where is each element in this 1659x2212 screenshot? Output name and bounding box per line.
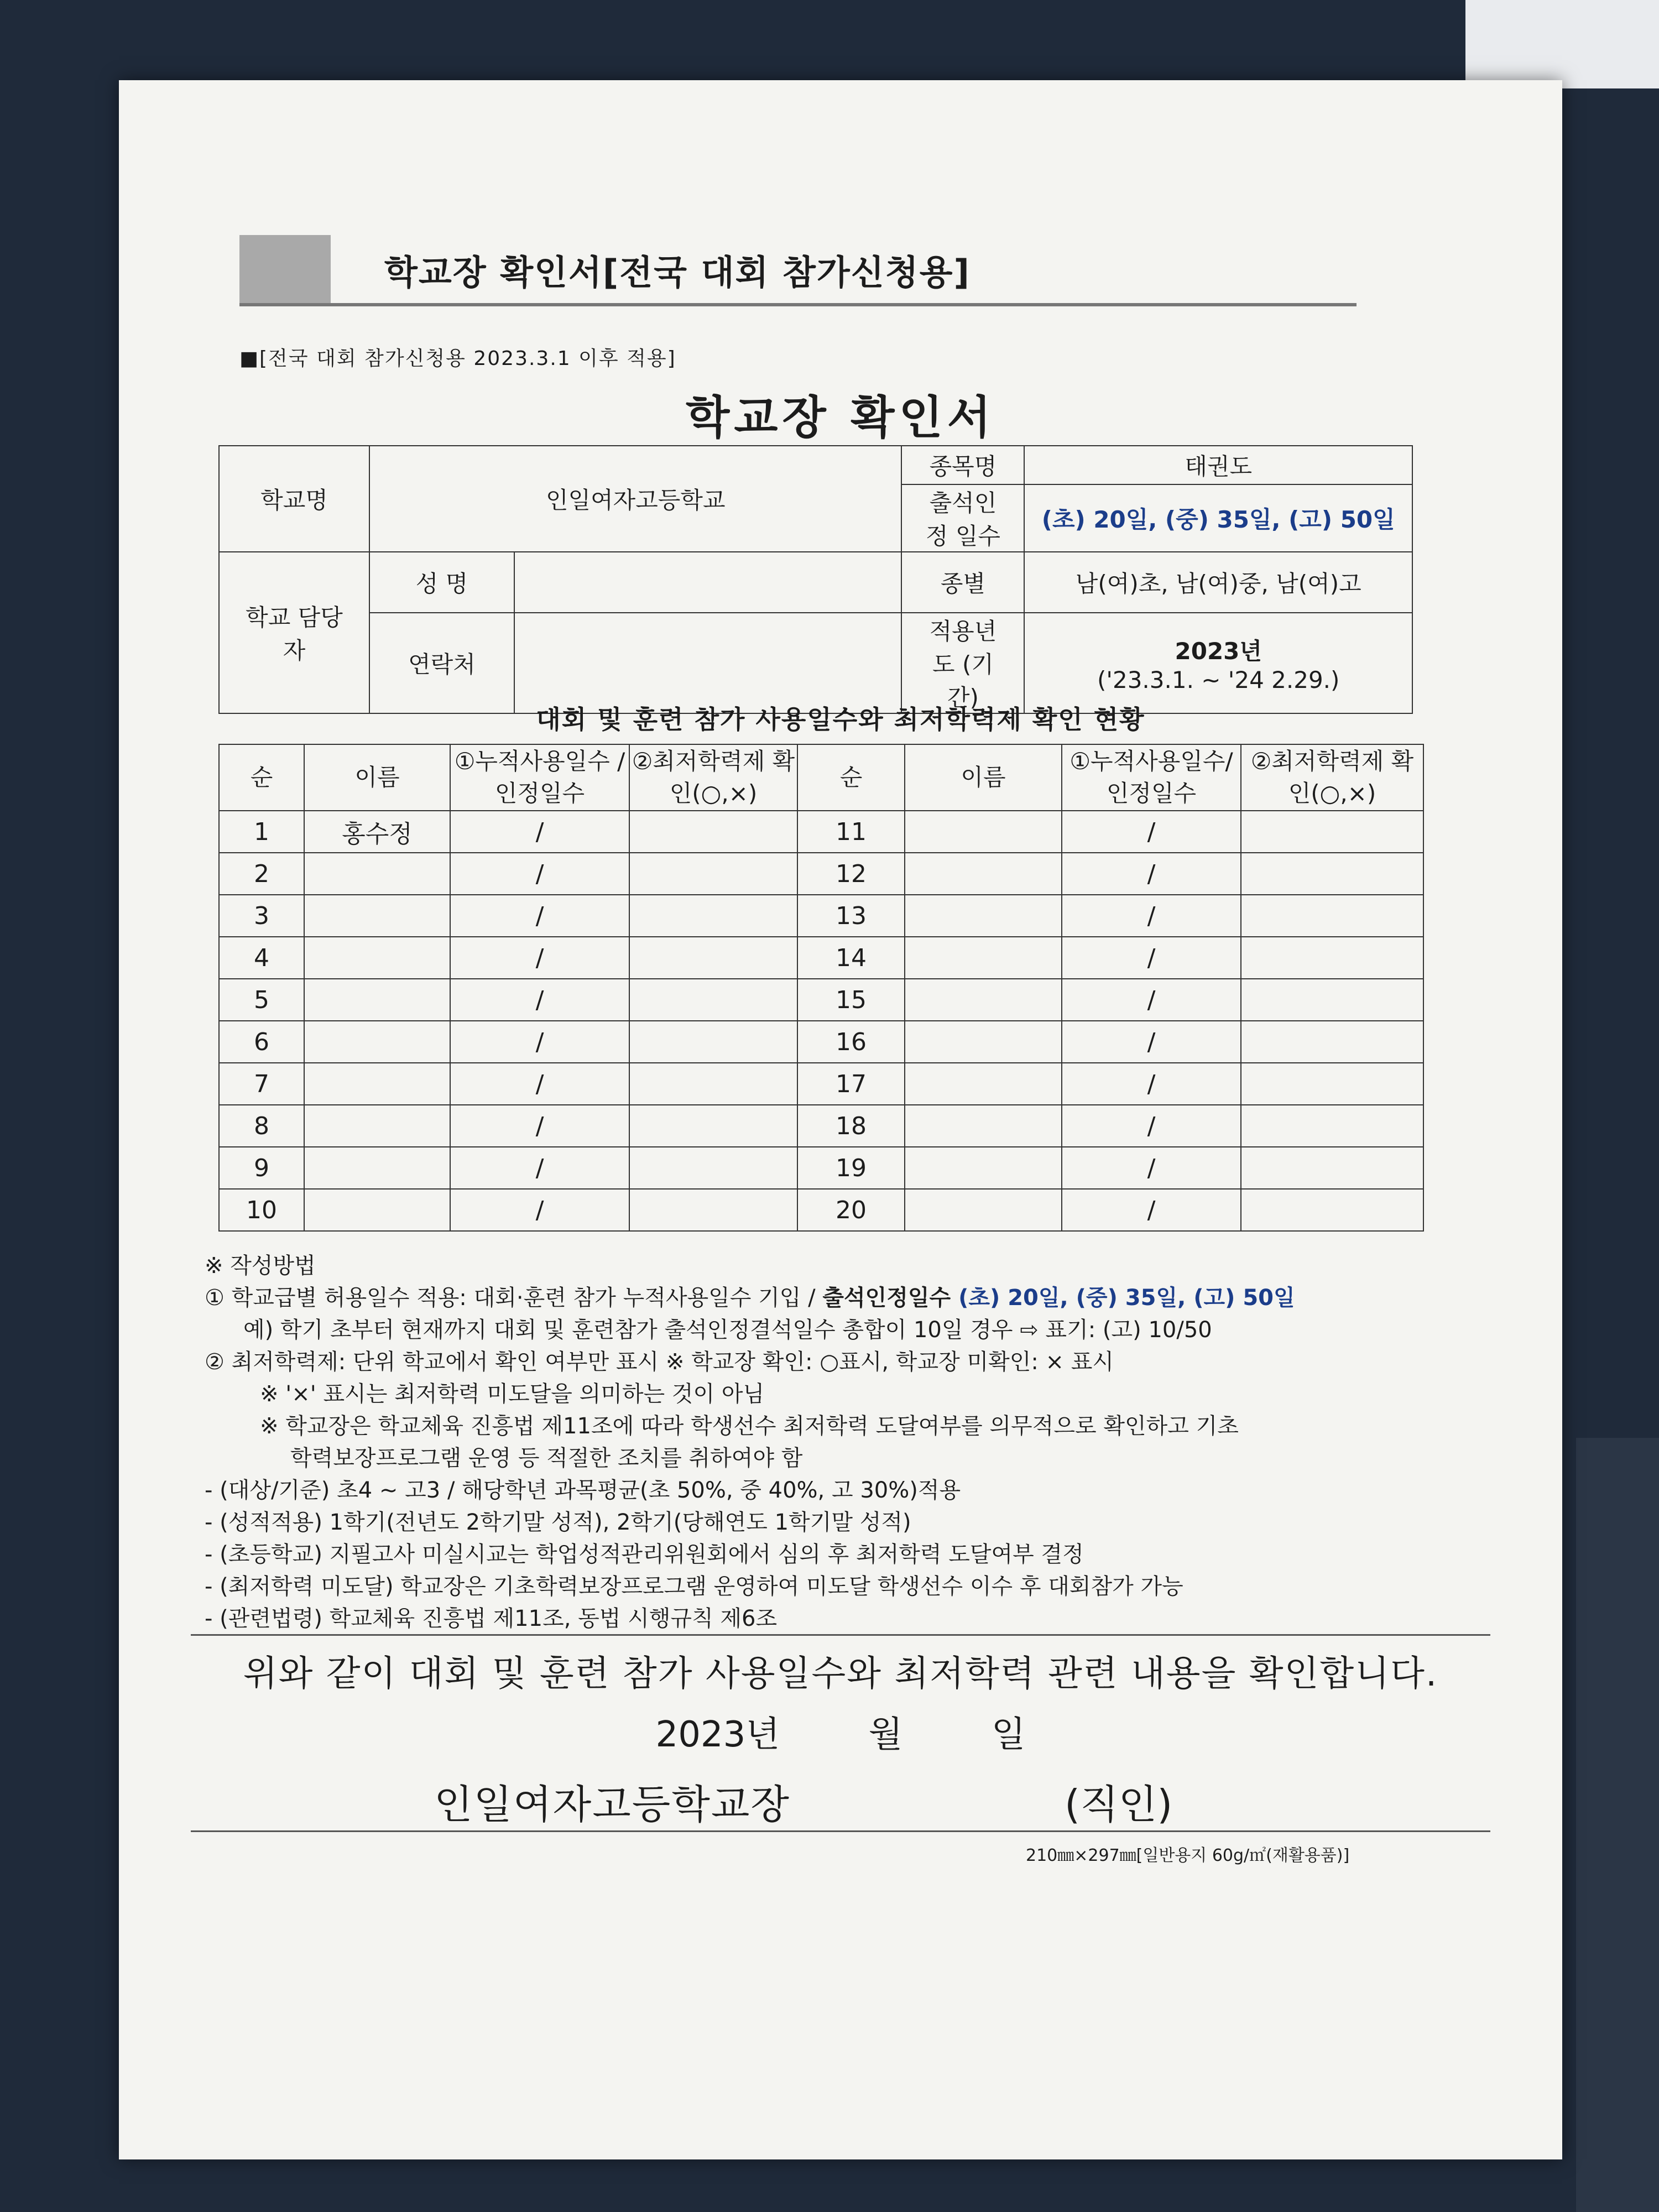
row-num2: 16: [797, 1021, 905, 1063]
detail-5: - (관련법령) 학교체육 진흥법 제11조, 동법 시행규칙 제6조: [205, 1606, 778, 1631]
row-days: /: [450, 811, 629, 853]
row-min: [629, 1147, 797, 1189]
row-name: [304, 895, 450, 937]
name-label: 성 명: [369, 552, 514, 613]
row-min: [629, 1021, 797, 1063]
document-title: 학교장 확인서[전국 대회 참가신청용]: [384, 252, 971, 293]
col-header-days2: ①누적사용일수/ 인정일수: [1062, 744, 1241, 811]
table-row: [219, 811, 1423, 853]
note-1-days: (초) 20일, (중) 35일, (고) 50일: [958, 1285, 1295, 1311]
year-cell: [1024, 613, 1412, 713]
note-2-principal: ※ 학교장은 학교체육 진흥법 제11조에 따라 학생선수 최저학력 도달여부를 의무적으로 확인하고 기초: [260, 1413, 1239, 1439]
official-seal: (직인): [1065, 1781, 1173, 1828]
row-min2: [1241, 1147, 1423, 1189]
row-name2: [905, 811, 1062, 853]
contact-label: 연락처: [369, 613, 514, 713]
row-num: 5: [219, 979, 304, 1021]
row-days: /: [450, 1189, 629, 1231]
type-label: 종별: [901, 552, 1024, 613]
row-days2: /: [1062, 1189, 1241, 1231]
roster-table: [218, 744, 1424, 1232]
detail-3: - (초등학교) 지필고사 미실시교는 학업성적관리위원회에서 심의 후 최저학력 도달여부 결정: [205, 1542, 1084, 1567]
table-row: [219, 1021, 1423, 1063]
note-1-example: 예) 학기 초부터 현재까지 대회 및 훈련참가 출석인정결석일수 총합이 10일 경우 ⇨ 표기: (고) 10/50: [243, 1317, 1212, 1343]
row-num: 1: [219, 811, 304, 853]
roster-title: 대회 및 훈련 참가 사용일수와 최저학력제 확인 현황: [536, 705, 1145, 734]
document-header: [239, 235, 1357, 304]
table-row: [219, 979, 1423, 1021]
school-name-label: 학교명: [219, 446, 369, 552]
detail-1: - (대상/기준) 초4 ~ 고3 / 해당학년 과목평균(초 50%, 중 40%, 고 30%)적용: [205, 1478, 961, 1503]
row-days2: /: [1062, 853, 1241, 895]
note-2-principal-cont: 학력보장프로그램 운영 등 적절한 조치를 취하여야 함: [290, 1446, 803, 1471]
row-num: 4: [219, 937, 304, 979]
row-name2: [905, 1105, 1062, 1147]
row-num: 8: [219, 1105, 304, 1147]
date-line: [119, 1706, 1562, 1757]
row-days2: /: [1062, 811, 1241, 853]
row-days2: /: [1062, 979, 1241, 1021]
row-min: [629, 979, 797, 1021]
row-min2: [1241, 937, 1423, 979]
row-num2: 18: [797, 1105, 905, 1147]
table-row: [219, 1105, 1423, 1147]
row-name2: [905, 1147, 1062, 1189]
date-day: 일: [991, 1714, 1026, 1755]
row-min2: [1241, 1189, 1423, 1231]
row-min2: [1241, 853, 1423, 895]
row-days: /: [450, 1063, 629, 1105]
divider: [239, 303, 1357, 306]
row-min: [629, 1189, 797, 1231]
table-row: [219, 937, 1423, 979]
row-num: 2: [219, 853, 304, 895]
note-2: ② 최저학력제: 단위 학교에서 확인 여부만 표시 ※ 학교장 확인: ○표시, 학교장 미확인: × 표시: [205, 1349, 1114, 1375]
row-num2: 15: [797, 979, 905, 1021]
row-name2: [905, 1021, 1062, 1063]
contact-value: [514, 613, 901, 713]
period-value: ('23.3.1. ~ '24 2.29.): [1097, 666, 1340, 693]
col-header-num2: 순: [797, 744, 905, 811]
date-year: 2023년: [655, 1714, 780, 1755]
col-header-name: 이름: [304, 744, 450, 811]
notes-heading: ※ 작성방법: [205, 1253, 316, 1279]
year-label: 적용년도 (기간): [901, 613, 1024, 713]
row-min2: [1241, 811, 1423, 853]
detail-2: - (성적적용) 1학기(전년도 2학기말 성적), 2학기(당해연도 1학기말 성적): [205, 1510, 911, 1535]
row-name2: [905, 895, 1062, 937]
row-min: [629, 1063, 797, 1105]
table-row: [219, 853, 1423, 895]
row-name2: [905, 853, 1062, 895]
row-min: [629, 811, 797, 853]
header-block: [239, 235, 331, 304]
row-name2: [905, 979, 1062, 1021]
row-days: /: [450, 1021, 629, 1063]
row-days2: /: [1062, 937, 1241, 979]
row-days: /: [450, 895, 629, 937]
row-min: [629, 1105, 797, 1147]
table-row: [219, 1063, 1423, 1105]
row-days: /: [450, 1147, 629, 1189]
row-min2: [1241, 1021, 1423, 1063]
row-days: /: [450, 1105, 629, 1147]
table-row: [219, 1147, 1423, 1189]
row-name: [304, 979, 450, 1021]
col-header-min: ②최저학력제 확인(○,×): [629, 744, 797, 811]
main-title: 학교장 확인서: [686, 392, 995, 444]
date-month: 월: [868, 1714, 903, 1755]
row-days: /: [450, 979, 629, 1021]
row-name2: [905, 1189, 1062, 1231]
row-num2: 12: [797, 853, 905, 895]
row-days: /: [450, 937, 629, 979]
table-row: [219, 1189, 1423, 1231]
note-2-x: ※ '×' 표시는 최저학력 미도달을 의미하는 것이 아님: [260, 1381, 765, 1407]
row-min2: [1241, 1105, 1423, 1147]
sport-label: 종목명: [901, 446, 1024, 484]
row-min: [629, 895, 797, 937]
row-num2: 19: [797, 1147, 905, 1189]
row-num: 6: [219, 1021, 304, 1063]
col-header-num: 순: [219, 744, 304, 811]
row-name: [304, 853, 450, 895]
row-name2: [905, 1063, 1062, 1105]
row-num2: 13: [797, 895, 905, 937]
row-min2: [1241, 979, 1423, 1021]
note-1: ① 학교급별 허용일수 적용: 대회·훈련 참가 누적사용일수 기입 /: [205, 1285, 823, 1311]
row-name: 홍수정: [304, 811, 450, 853]
info-table: [218, 445, 1413, 714]
applied-note: ■[전국 대회 참가신청용 2023.3.1 이후 적용]: [239, 347, 676, 370]
name-value: [514, 552, 901, 613]
attend-value: (초) 20일, (중) 35일, (고) 50일: [1024, 484, 1412, 552]
year-value: 2023년: [1175, 637, 1262, 665]
row-num2: 11: [797, 811, 905, 853]
col-header-min2: ②최저학력제 확인(○,×): [1241, 744, 1423, 811]
confirm-statement: 위와 같이 대회 및 훈련 참가 사용일수와 최저학력 관련 내용을 확인합니다.: [243, 1653, 1438, 1694]
row-name: [304, 937, 450, 979]
instructions: [205, 1250, 1521, 1635]
row-num: 7: [219, 1063, 304, 1105]
row-name: [304, 1021, 450, 1063]
row-days2: /: [1062, 1063, 1241, 1105]
col-header-days: ①누적사용일수 /인정일수: [450, 744, 629, 811]
row-num: 9: [219, 1147, 304, 1189]
background-object: [1465, 0, 1659, 88]
paper-spec: 210㎜×297㎜[일반용지 60g/㎡(재활용품)]: [1026, 1846, 1350, 1865]
row-name: [304, 1189, 450, 1231]
row-num2: 14: [797, 937, 905, 979]
row-name: [304, 1105, 450, 1147]
row-num: 10: [219, 1189, 304, 1231]
note-1-bold: 출석인정일수: [822, 1285, 959, 1311]
row-name: [304, 1147, 450, 1189]
divider: [191, 1830, 1490, 1832]
divider: [191, 1634, 1490, 1636]
row-days2: /: [1062, 1147, 1241, 1189]
row-name: [304, 1063, 450, 1105]
sport-value: 태권도: [1024, 446, 1412, 484]
row-min2: [1241, 895, 1423, 937]
col-header-name2: 이름: [905, 744, 1062, 811]
manager-label: 학교 담당자: [219, 552, 369, 713]
attend-label: 출석인정 일수: [901, 484, 1024, 552]
row-num2: 17: [797, 1063, 905, 1105]
row-min: [629, 853, 797, 895]
detail-4: - (최저학력 미도달) 학교장은 기초학력보장프로그램 운영하여 미도달 학생선수 이수 후 대회참가 가능: [205, 1574, 1183, 1599]
row-days2: /: [1062, 1105, 1241, 1147]
row-days2: /: [1062, 1021, 1241, 1063]
row-min: [629, 937, 797, 979]
row-num2: 20: [797, 1189, 905, 1231]
school-name-value: 인일여자고등학교: [369, 446, 901, 552]
row-name2: [905, 937, 1062, 979]
background-object: [1576, 1438, 1659, 2212]
document-page: [119, 80, 1562, 2159]
row-days: /: [450, 853, 629, 895]
row-num: 3: [219, 895, 304, 937]
row-min2: [1241, 1063, 1423, 1105]
row-days2: /: [1062, 895, 1241, 937]
principal-name: 인일여자고등학교장: [434, 1781, 790, 1828]
table-row: [219, 895, 1423, 937]
type-value: 남(여)초, 남(여)중, 남(여)고: [1024, 552, 1412, 613]
